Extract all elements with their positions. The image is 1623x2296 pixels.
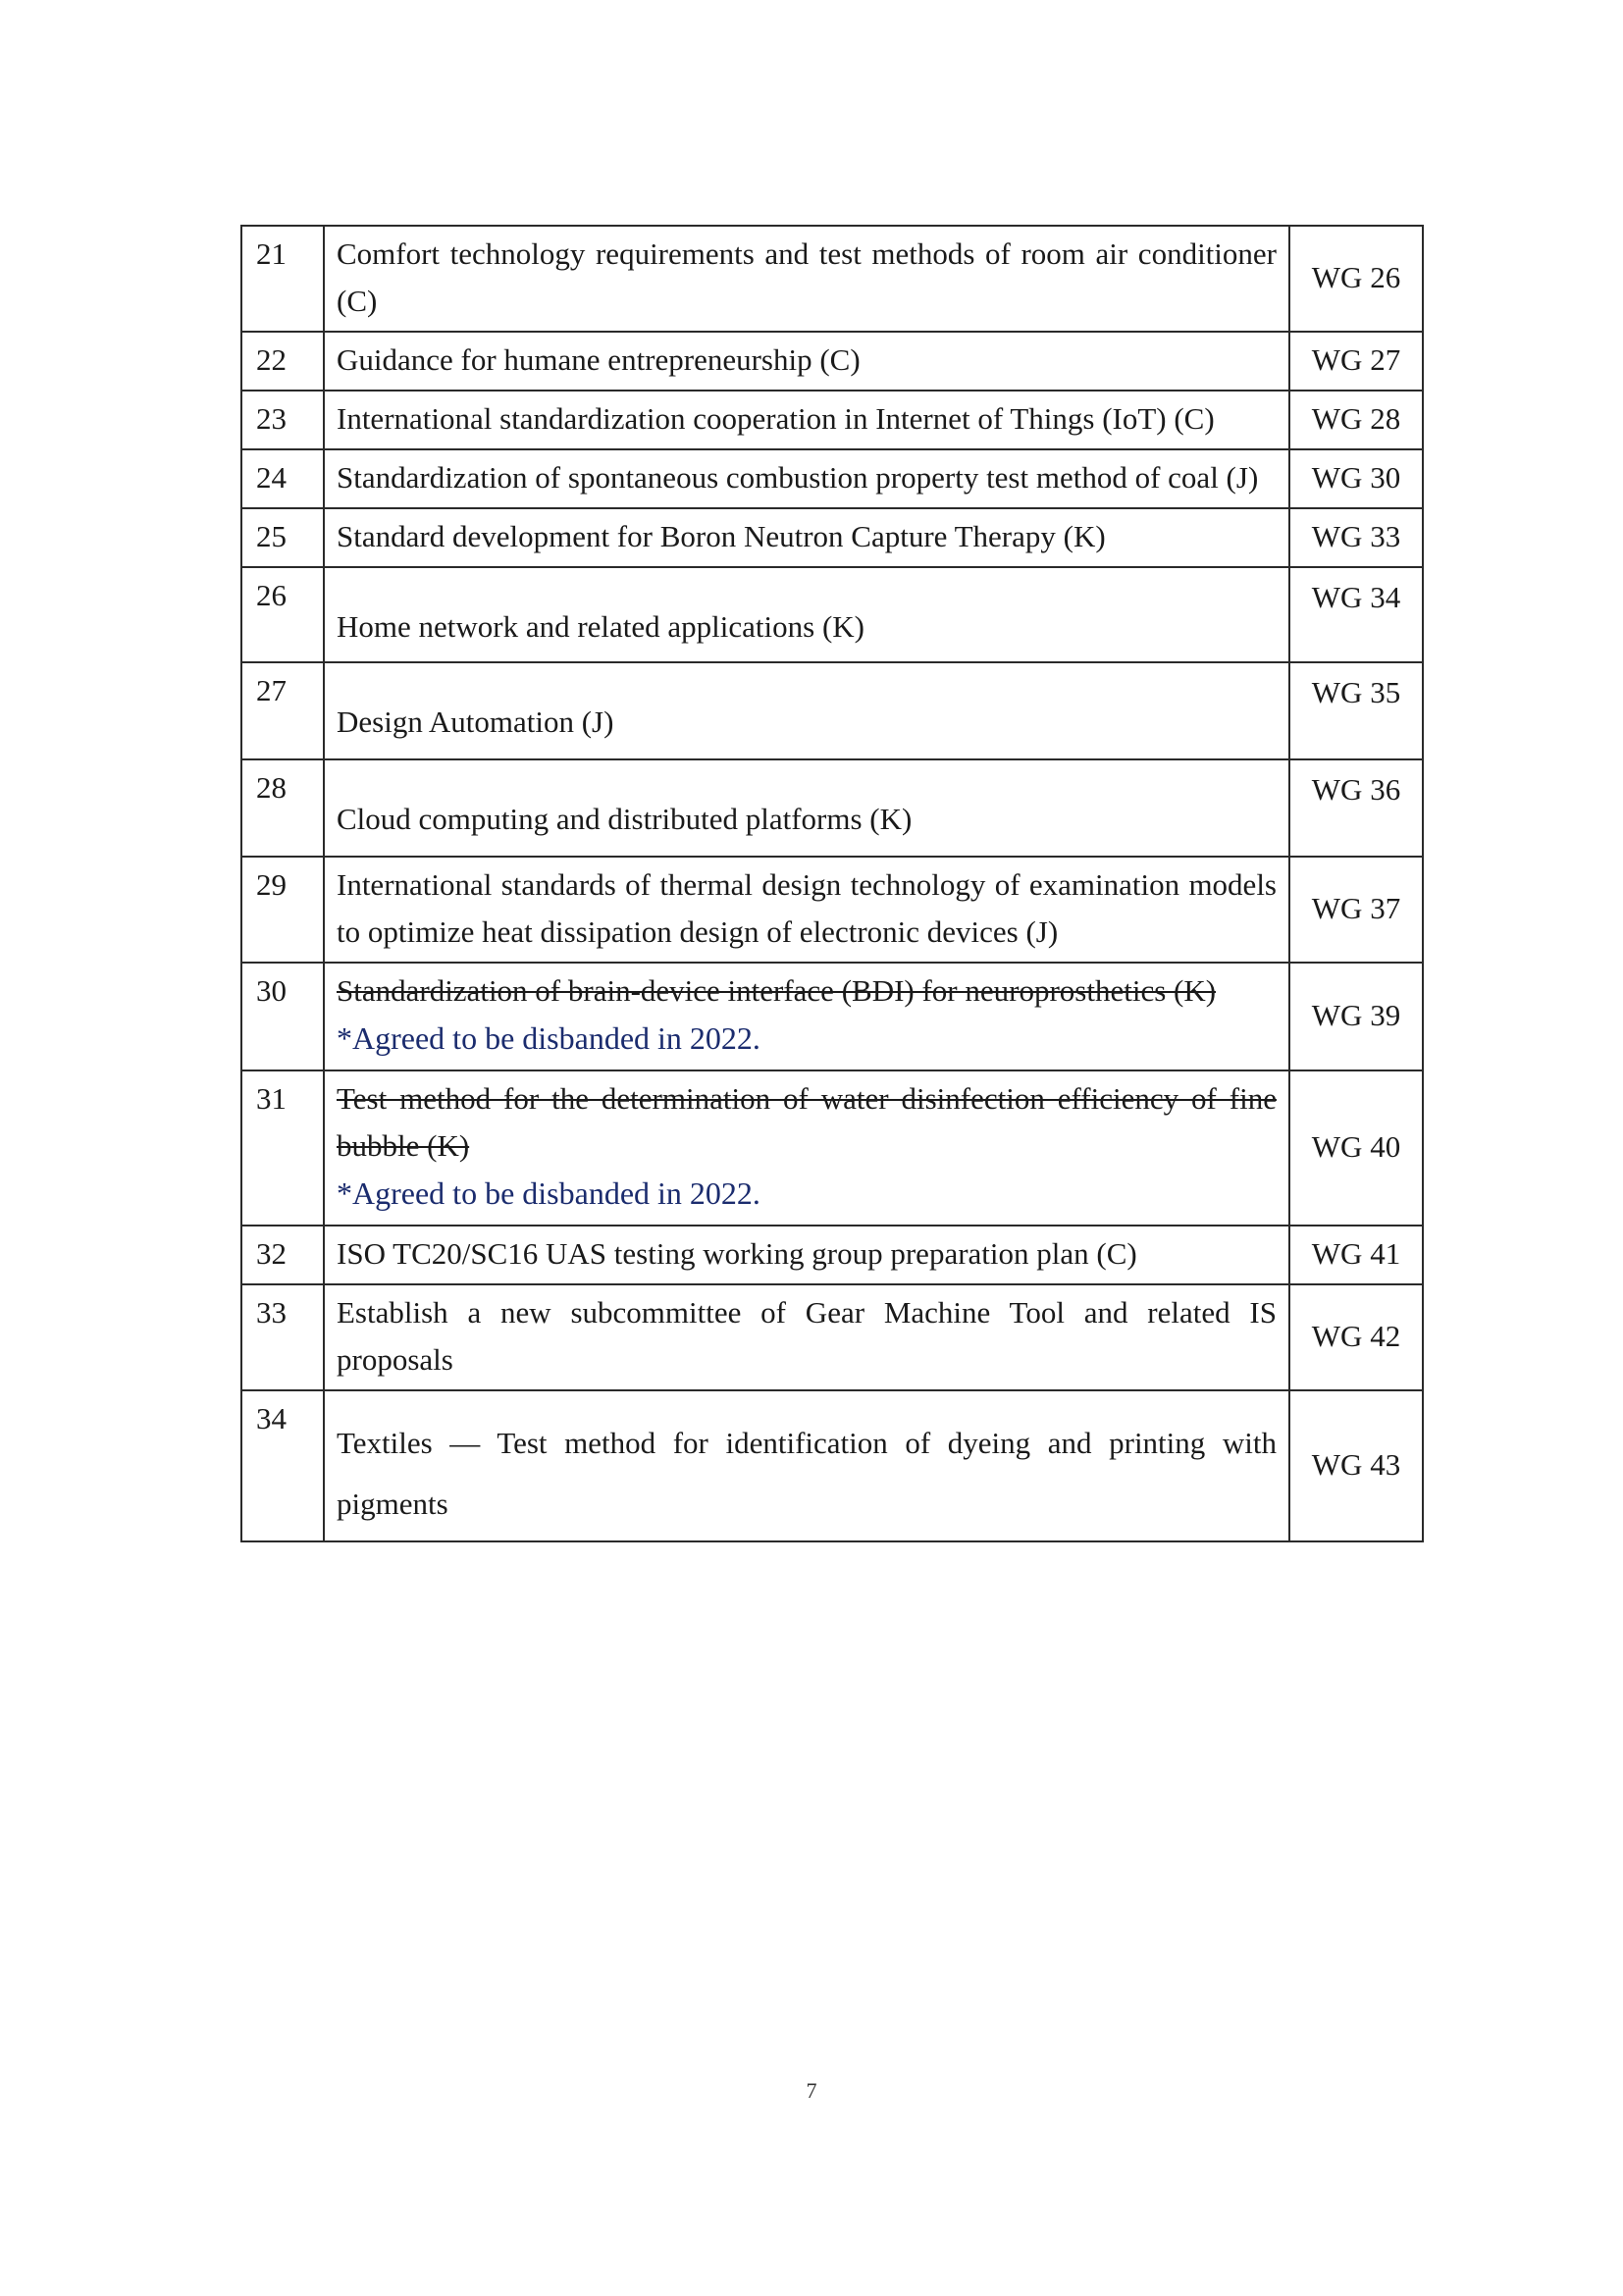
table-row	[241, 1284, 1423, 1390]
table-row	[241, 508, 1423, 567]
working-group-table	[240, 225, 1424, 1542]
row-wg: WG 41	[1289, 1226, 1423, 1284]
row-title: Guidance for humane entrepreneurship (C)	[324, 332, 1289, 391]
disband-note: *Agreed to be disbanded in 2022.	[337, 1020, 760, 1057]
row-wg: WG 33	[1289, 508, 1423, 567]
row-title: Home network and related applications (K)	[324, 567, 1289, 662]
row-number: 33	[241, 1284, 324, 1390]
row-wg: WG 35	[1289, 662, 1423, 759]
row-wg: WG 28	[1289, 391, 1423, 449]
row-wg: WG 30	[1289, 449, 1423, 508]
table-row	[241, 567, 1423, 662]
row-title: Establish a new subcommittee of Gear Machine Tool and related IS proposals	[324, 1284, 1289, 1390]
row-wg: WG 37	[1289, 857, 1423, 963]
row-number: 26	[241, 567, 324, 662]
row-title-cell	[324, 1070, 1289, 1226]
page-number: 7	[806, 2078, 817, 2103]
disband-note: *Agreed to be disbanded in 2022.	[337, 1175, 760, 1212]
row-title: Standardization of spontaneous combustion property test method of coal (J)	[324, 449, 1289, 508]
row-title: International standardization cooperation in Internet of Things (IoT) (C)	[324, 391, 1289, 449]
row-wg: WG 39	[1289, 963, 1423, 1070]
row-number: 28	[241, 759, 324, 857]
row-title: Design Automation (J)	[324, 662, 1289, 759]
row-number: 32	[241, 1226, 324, 1284]
row-number: 22	[241, 332, 324, 391]
row-wg: WG 26	[1289, 226, 1423, 332]
row-number: 27	[241, 662, 324, 759]
row-title: Standard development for Boron Neutron Capture Therapy (K)	[324, 508, 1289, 567]
row-title-cell	[324, 963, 1289, 1070]
struck-title: Test method for the determination of water disinfection efficiency of fine bubble (K)	[337, 1081, 1277, 1164]
table-row	[241, 1070, 1423, 1226]
row-number: 21	[241, 226, 324, 332]
table-row	[241, 449, 1423, 508]
table-row	[241, 1226, 1423, 1284]
row-number: 29	[241, 857, 324, 963]
row-number: 34	[241, 1390, 324, 1541]
row-number: 25	[241, 508, 324, 567]
row-number: 31	[241, 1070, 324, 1226]
row-number: 24	[241, 449, 324, 508]
row-wg: WG 34	[1289, 567, 1423, 662]
row-wg: WG 42	[1289, 1284, 1423, 1390]
table-row	[241, 857, 1423, 963]
row-title: International standards of thermal design technology of examination models to optimize heat dissipation design of electronic devices (J)	[324, 857, 1289, 963]
row-wg: WG 40	[1289, 1070, 1423, 1226]
row-title: Cloud computing and distributed platforms (K)	[324, 759, 1289, 857]
struck-title: Standardization of brain-device interface (BDI) for neuroprosthetics (K)	[337, 973, 1217, 1009]
row-title: Textiles — Test method for identification of dyeing and printing with pigments	[324, 1390, 1289, 1541]
row-number: 30	[241, 963, 324, 1070]
row-wg: WG 27	[1289, 332, 1423, 391]
table-row	[241, 1390, 1423, 1541]
row-number: 23	[241, 391, 324, 449]
row-wg: WG 36	[1289, 759, 1423, 857]
table-row	[241, 963, 1423, 1070]
table-row	[241, 391, 1423, 449]
row-title: Comfort technology requirements and test methods of room air conditioner (C)	[324, 226, 1289, 332]
table-row	[241, 226, 1423, 332]
table-row	[241, 759, 1423, 857]
row-title: ISO TC20/SC16 UAS testing working group preparation plan (C)	[324, 1226, 1289, 1284]
table-row	[241, 662, 1423, 759]
row-wg: WG 43	[1289, 1390, 1423, 1541]
table-row	[241, 332, 1423, 391]
